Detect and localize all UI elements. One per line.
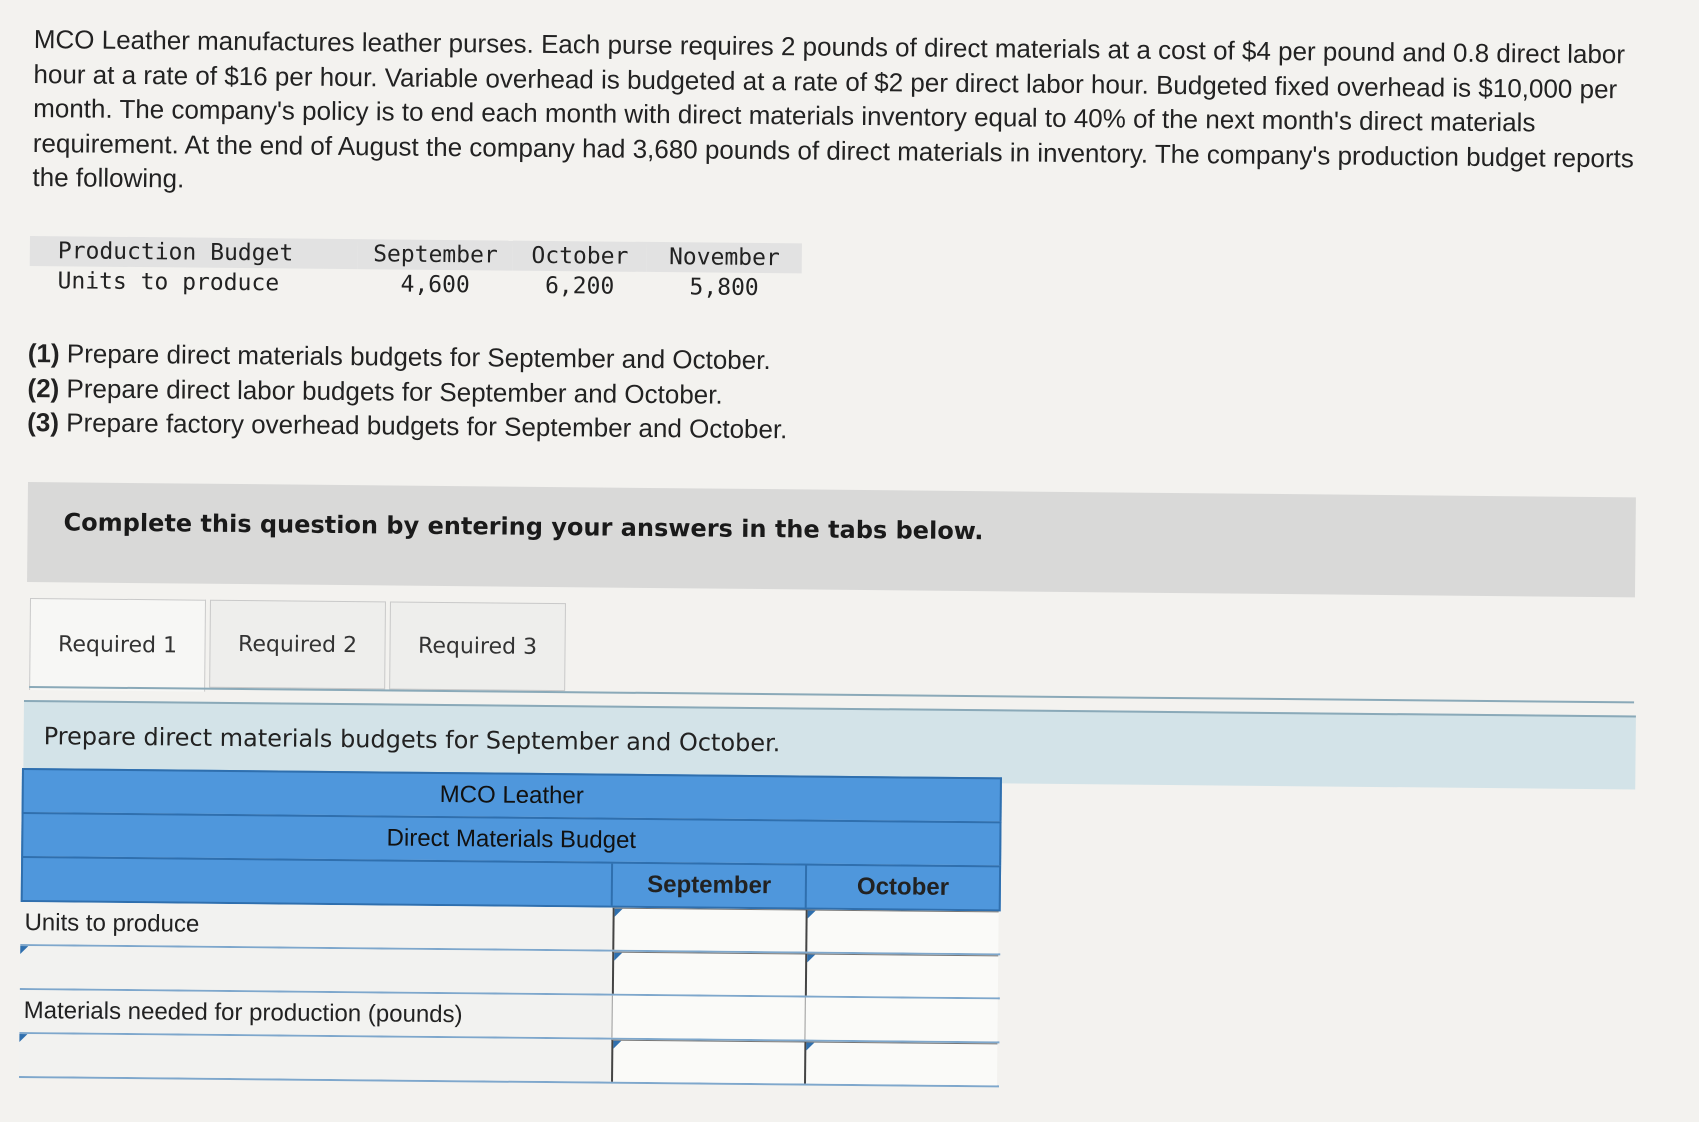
- tab-required-3[interactable]: Required 3: [389, 601, 566, 691]
- table-row: [19, 1034, 999, 1087]
- input-row4-september[interactable]: [611, 1040, 804, 1084]
- month-september: September: [358, 239, 513, 270]
- col-september: September: [611, 864, 805, 908]
- entry-marker-icon: [20, 946, 28, 954]
- units-october: 6,200: [544, 272, 615, 300]
- col-october: October: [805, 866, 999, 910]
- total-materials-september: [611, 996, 804, 1040]
- input-units-october[interactable]: [805, 910, 998, 954]
- entry-marker-icon: [19, 1034, 27, 1042]
- requirements-list: [27, 336, 928, 448]
- row-label-dropdown[interactable]: [19, 1034, 611, 1082]
- requirement-3: (3) Prepare factory overhead budgets for September and October.: [27, 406, 788, 445]
- tab-bar: [29, 598, 1630, 707]
- entry-marker-icon: [615, 909, 623, 917]
- month-november: November: [647, 242, 802, 273]
- problem-text: MCO Leather manufactures leather purses. Each purse requires 2 pounds of direct materials at a cost of $4 per pound and 0.8 direct labor hour at a rate of $16 per hour. Variable overhead is budgeted at a rate of $2 per direct labor hour. Budgeted fixed overhead is $10,000 per month. The company's policy is to end each month with direct materials inventory equal to 40% of the next month's direct materials requirement. At the end of August the company had 3,680 pounds of direct materials in inventory. The company's production budget reports the following.: [32, 23, 1635, 194]
- banner-text: Complete this question by entering your answers in the tabs below.: [63, 508, 984, 546]
- row-label: Materials needed for production (pounds): [19, 990, 611, 1038]
- budget-company: MCO Leather: [22, 768, 1002, 821]
- input-row4-october[interactable]: [804, 1042, 997, 1086]
- budget-title: Direct Materials Budget: [21, 812, 1001, 865]
- production-budget-table: [29, 236, 802, 303]
- input-units-september[interactable]: [612, 908, 805, 952]
- units-to-produce-label: Units to produce: [57, 268, 280, 297]
- input-row2-october[interactable]: [805, 954, 998, 998]
- input-row2-september[interactable]: [612, 952, 805, 996]
- production-budget-title: Production Budget: [30, 236, 358, 269]
- instructions-banner: [27, 482, 1636, 597]
- entry-marker-icon: [613, 1041, 621, 1049]
- tab-divider: [29, 686, 1634, 703]
- units-november: 5,800: [689, 274, 759, 301]
- entry-marker-icon: [808, 911, 816, 919]
- tab-required-2[interactable]: Required 2: [209, 600, 386, 690]
- entry-marker-icon: [806, 1043, 814, 1051]
- month-october: October: [513, 241, 647, 272]
- tab-instruction: Prepare direct materials budgets for September and October.: [43, 722, 781, 758]
- requirement-2: (2) Prepare direct labor budgets for September and October.: [27, 372, 723, 410]
- row-label-dropdown[interactable]: [20, 946, 612, 994]
- entry-marker-icon: [614, 953, 622, 961]
- total-materials-october: [804, 998, 997, 1042]
- units-september: 4,600: [400, 271, 470, 299]
- entry-marker-icon: [807, 955, 815, 963]
- requirement-1: (1) Prepare direct materials budgets for September and October.: [27, 337, 771, 376]
- tab-required-1[interactable]: Required 1: [29, 598, 206, 692]
- direct-materials-budget-table: [19, 768, 1002, 1087]
- row-label: Units to produce: [20, 902, 612, 950]
